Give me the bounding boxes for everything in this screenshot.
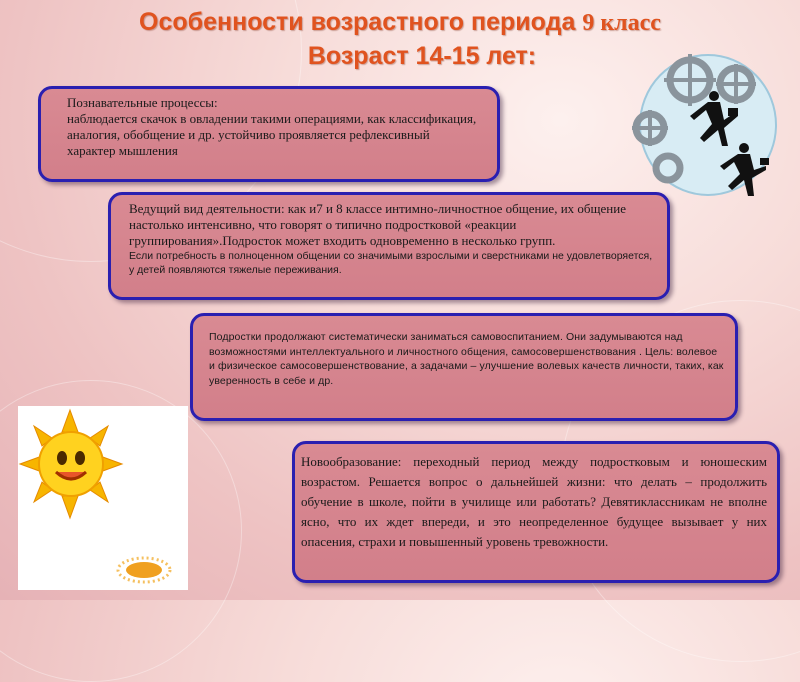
smiling-sun-icon bbox=[18, 406, 188, 590]
slide-subtitle: Возраст 14-15 лет: bbox=[307, 42, 537, 70]
box3-text: Подростки продолжают систематически заниматься самовоспитанием. Они задумываются над возможностями интеллектуального и личностного общения, самосовершенствования . Цель: волевое и физическое самосовершенствование, а задачами – улучшение волевых качеств личности, таких, как уверенность в себе и др. bbox=[209, 331, 724, 387]
box1-text: наблюдается скачок в овладении такими операциями, как классификация, аналогия, обобщение и др. устойчиво проявляется рефлексивный характер мышления bbox=[67, 111, 477, 158]
small-sun-icon bbox=[118, 558, 170, 582]
box4-text: Новообразование: переходный период между подростковым и юношеским возрастом. Решается вопрос о дальнейшей жизни: что делать – продолжить обучение в школе, пойти в училище или работать? Девятиклассникам не вполне ясно, что их ждет впереди, и это неопределенное будущее вызывает у них опасения, страхи и повышенный уровень тревожности. bbox=[301, 454, 767, 549]
sun-panel bbox=[18, 406, 188, 590]
slide-title bbox=[0, 8, 800, 37]
box2-text: Ведущий вид деятельности: как и7 и 8 классе интимно-личностное общение, их общение настолько интенсивно, что говорят о типично подростковой «реакции группирования».Подросток может входить одновременно в несколько групп. bbox=[129, 201, 626, 248]
new-formation-box bbox=[292, 441, 780, 583]
title-grade-text: 9 класс bbox=[582, 10, 661, 36]
title-main-text: Особенности возрастного периода bbox=[139, 8, 583, 36]
gears-with-running-businessmen-icon bbox=[628, 50, 780, 200]
self-education-box bbox=[190, 313, 738, 421]
leading-activity-box bbox=[108, 192, 670, 300]
box2-small-text: Если потребность в полноценном общении со значимыми взрослыми и сверстниками не удовлетворяется, у детей появляются тяжелые переживания. bbox=[129, 250, 653, 276]
cognitive-processes-box bbox=[38, 86, 500, 182]
box1-heading: Познавательные процессы: bbox=[67, 95, 218, 110]
